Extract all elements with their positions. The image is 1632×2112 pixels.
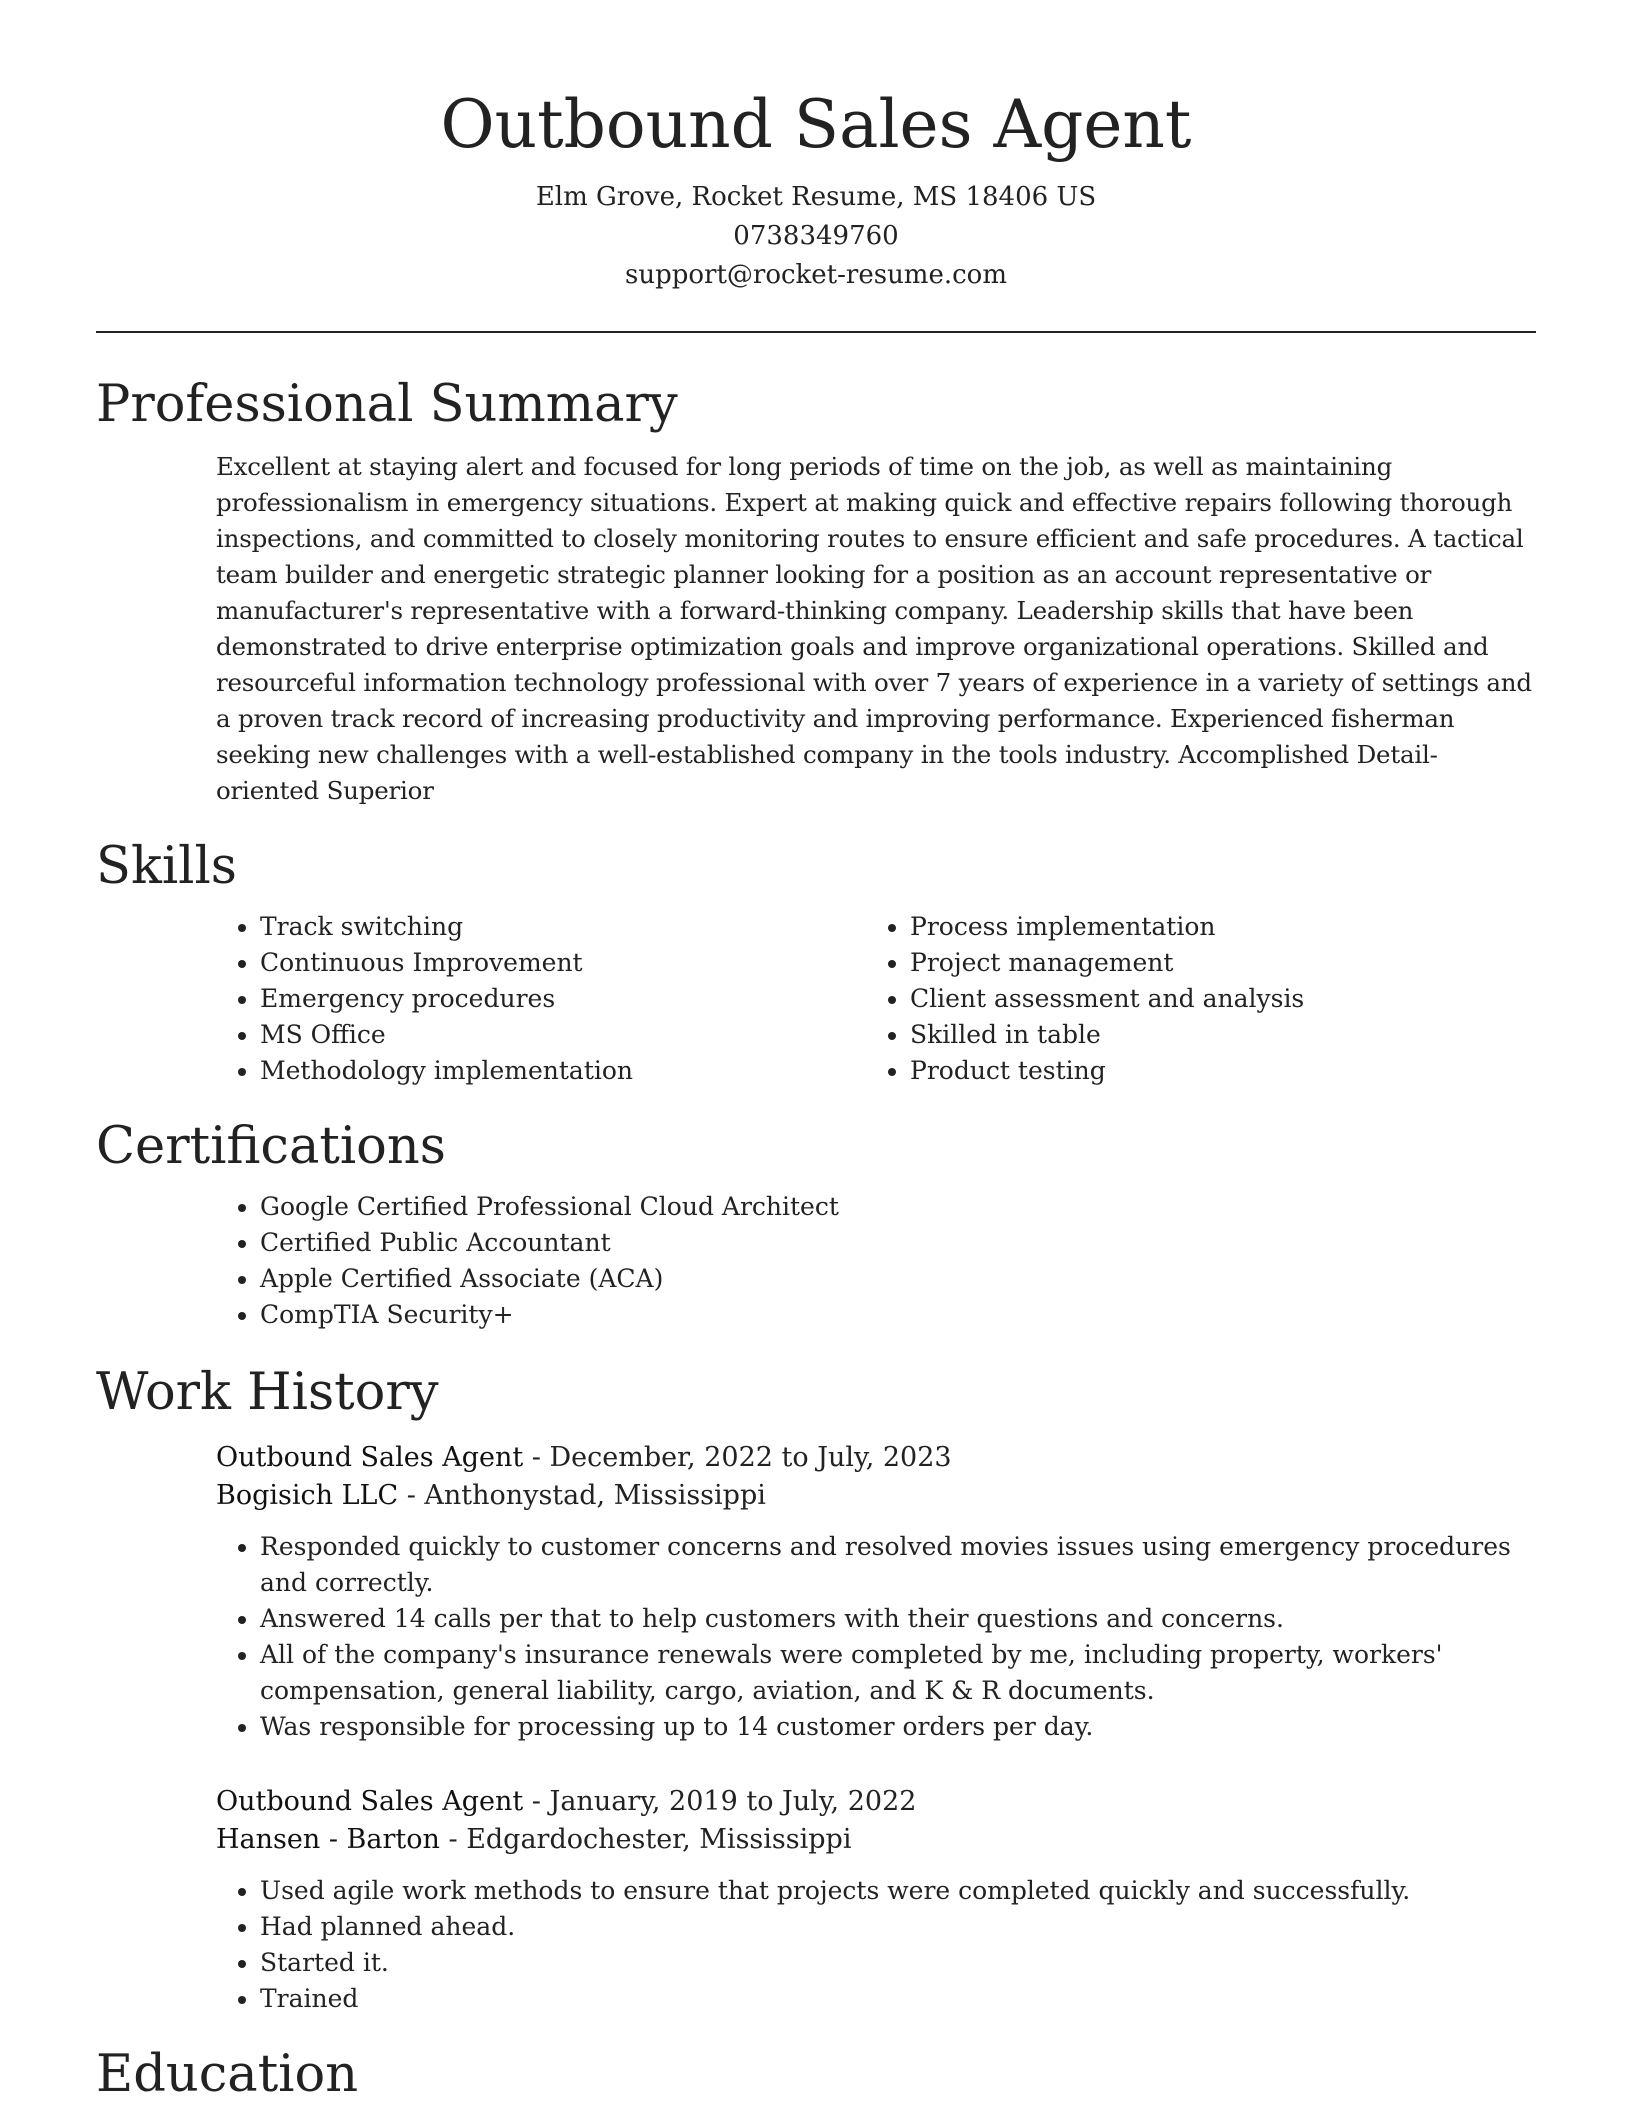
- certifications-body: [96, 1189, 1536, 1333]
- summary-text: Excellent at staying alert and focused for long periods of time on the job, as well as maintaining professionalism in emergency situations. Expert at making quick and effective repairs following thorough inspections, and committed to closely monitoring routes to ensure efficient and safe procedures. A tactical team builder and energetic strategic planner looking for a position as an account representative or manufacturer's representative with a forward-thinking company. Leadership skills that have been demonstrated to drive enterprise optimization goals and improve organizational operations. Skilled and resourceful information technology professional with over 7 years of experience in a variety of settings and a proven track record of increasing productivity and improving performance. Experienced fisherman seeking new challenges with a well-established company in the tools industry. Accomplished Detail-oriented Superior: [216, 452, 1532, 805]
- job-company-line: [216, 1821, 1536, 1859]
- skill-item: • Client assessment and analysis: [910, 981, 1536, 1017]
- skill-item: • Emergency procedures: [260, 981, 866, 1017]
- skills-column-left: [216, 909, 866, 1089]
- job-role: Outbound Sales Agent: [216, 1442, 524, 1473]
- skills-columns: [96, 909, 1536, 1089]
- skills-section: [96, 809, 1536, 1089]
- section-title-skills: Skills: [96, 837, 237, 896]
- job-company: Hansen - Barton: [216, 1824, 440, 1855]
- professional-summary-section: [96, 333, 1536, 809]
- job-duty-item: • Used agile work methods to ensure that projects were completed quickly and successfully.: [260, 1873, 1536, 1909]
- skill-item: • Continuous Improvement: [260, 945, 866, 981]
- section-title-certifications: Certifications: [96, 1117, 446, 1176]
- skill-item: • Methodology implementation: [260, 1053, 866, 1089]
- job-duties-list: [216, 1529, 1536, 1745]
- job-duty-item: • Responded quickly to customer concerns and resolved movies issues using emergency procedures and correctly.: [260, 1529, 1536, 1601]
- job-duty-item: • Was responsible for processing up to 14 customer orders per day.: [260, 1709, 1536, 1745]
- skills-list-left: [216, 909, 866, 1089]
- job-duty-item: • Answered 14 calls per that to help customers with their questions and concerns.: [260, 1601, 1536, 1637]
- job-dates: December, 2022 to July, 2023: [549, 1442, 952, 1473]
- job-duty-item: • Trained: [260, 1981, 1536, 2017]
- section-title-summary: Professional Summary: [96, 375, 678, 434]
- skill-item: • Process implementation: [910, 909, 1536, 945]
- job-duty-item: • Started it.: [260, 1945, 1536, 1981]
- section-title-work-history: Work History: [96, 1363, 439, 1422]
- section-title-education: Education: [96, 2045, 359, 2104]
- contact-address: Elm Grove, Rocket Resume, MS 18406 US: [535, 182, 1097, 212]
- job-entry: [96, 1439, 1536, 1745]
- job-entry: [96, 1783, 1536, 2017]
- certification-item: • Google Certified Professional Cloud Architect: [260, 1189, 1536, 1225]
- certification-item: • Apple Certified Associate (ACA): [260, 1261, 1536, 1297]
- job-duty-item: • Had planned ahead.: [260, 1909, 1536, 1945]
- skill-item: • MS Office: [260, 1017, 866, 1053]
- job-separator: -: [523, 1786, 550, 1817]
- job-role: Outbound Sales Agent: [216, 1786, 524, 1817]
- job-location: Anthonystad, Mississippi: [424, 1480, 766, 1511]
- job-location: Edgardochester, Mississippi: [466, 1824, 852, 1855]
- skills-column-right: [866, 909, 1536, 1089]
- job-duties-list: [216, 1873, 1536, 2017]
- job-title-line: [216, 1783, 1536, 1821]
- skill-item: • Product testing: [910, 1053, 1536, 1089]
- job-company-line: [216, 1477, 1536, 1515]
- resume-header: [96, 0, 1536, 295]
- job-duty-item: • All of the company's insurance renewals were completed by me, including property, workers' compensation, general liability, cargo, aviation, and K & R documents.: [260, 1637, 1536, 1709]
- candidate-name: Outbound Sales Agent: [440, 86, 1192, 163]
- job-title-line: [216, 1439, 1536, 1477]
- job-separator: -: [523, 1442, 550, 1473]
- work-history-section: [96, 1333, 1536, 2017]
- contact-phone: 0738349760: [733, 221, 899, 251]
- job-separator: -: [398, 1480, 425, 1511]
- certification-item: • Certified Public Accountant: [260, 1225, 1536, 1261]
- skill-item: • Track switching: [260, 909, 866, 945]
- certifications-list: [216, 1189, 1536, 1333]
- skill-item: • Skilled in table: [910, 1017, 1536, 1053]
- job-dates: January, 2019 to July, 2022: [549, 1786, 917, 1817]
- skills-list-right: [866, 909, 1536, 1089]
- certifications-section: [96, 1089, 1536, 1333]
- education-section: [96, 2017, 1536, 2107]
- job-separator: -: [439, 1824, 467, 1855]
- contact-info: [96, 178, 1536, 295]
- contact-email: support@rocket-resume.com: [624, 260, 1007, 290]
- certification-item: • CompTIA Security+: [260, 1297, 1536, 1333]
- job-company: Bogisich LLC: [216, 1480, 399, 1511]
- skill-item: • Project management: [910, 945, 1536, 981]
